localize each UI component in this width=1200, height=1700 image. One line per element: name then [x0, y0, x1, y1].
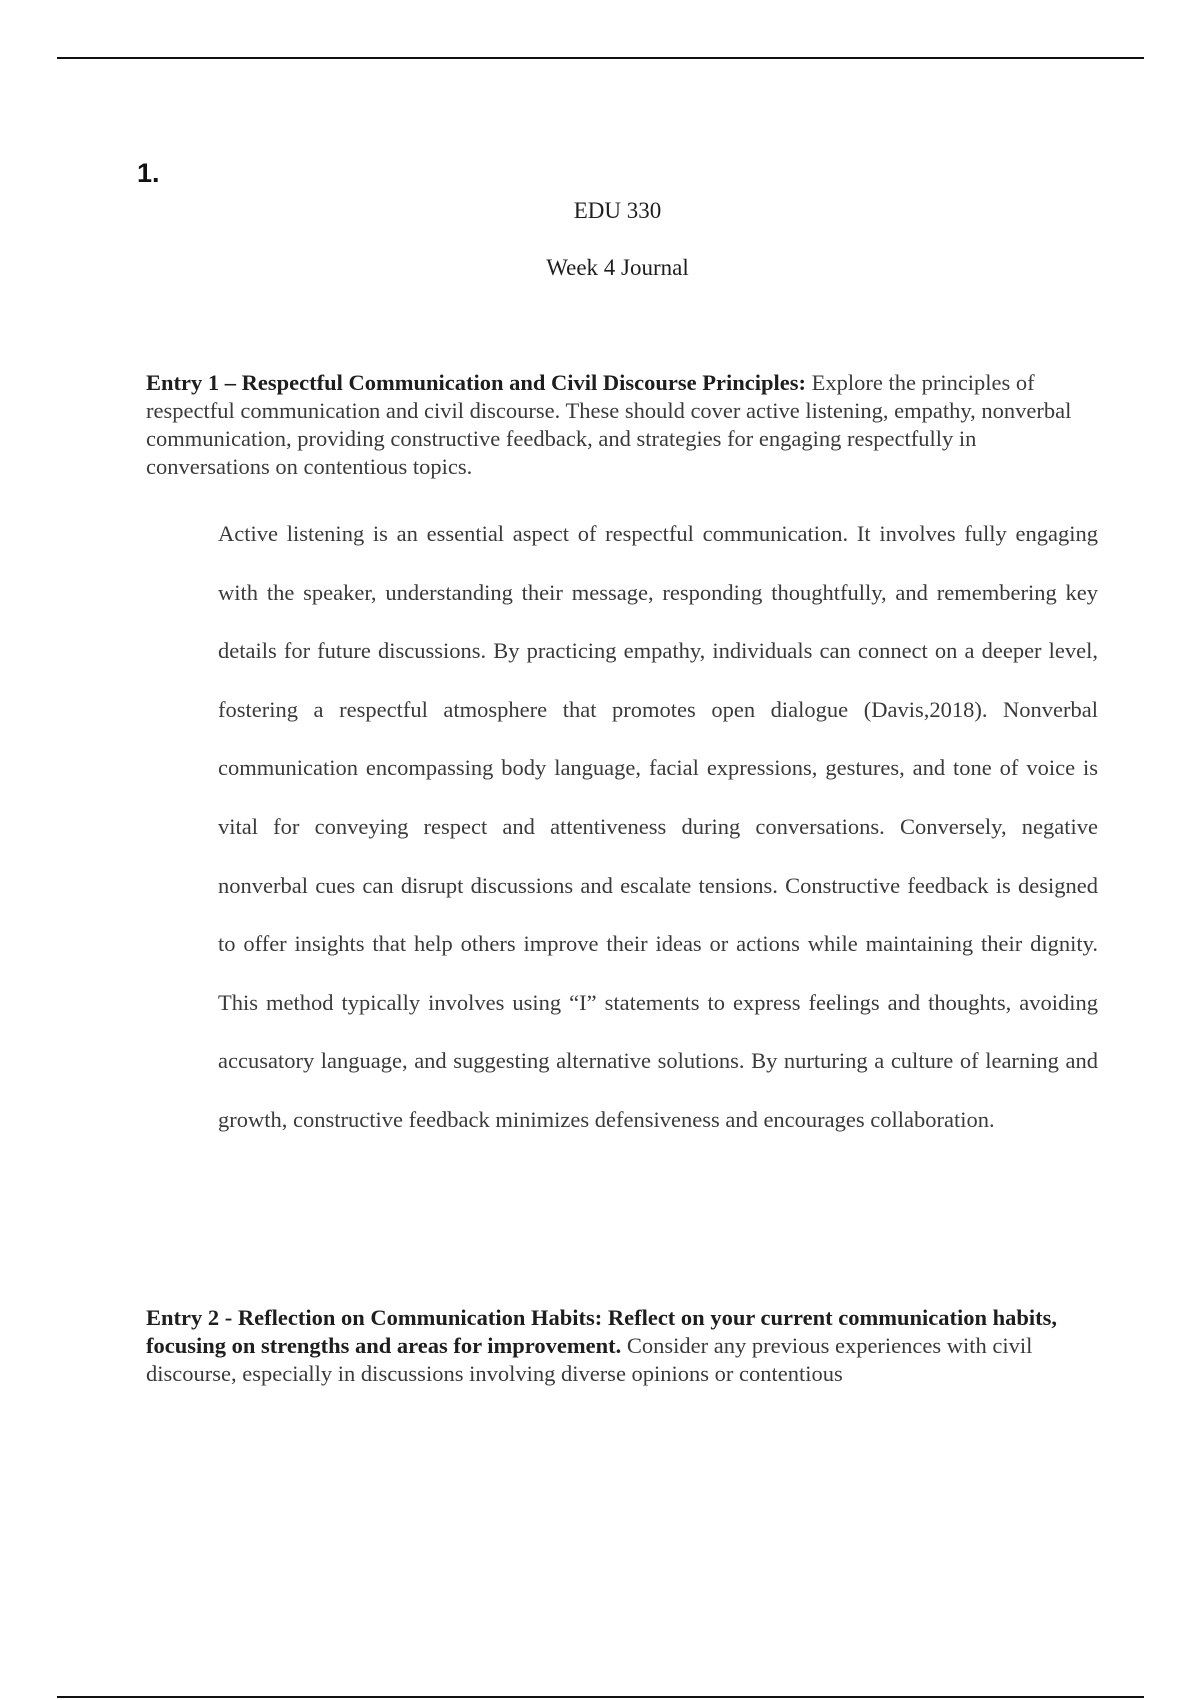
- entry-1-heading: Entry 1 – Respectful Communication and Civil Discourse Principles:: [146, 370, 806, 395]
- entry-2-prompt-text: Consider any previous experiences with civil discourse, especially in discussions involving diverse opinions or contentious: [146, 1333, 1033, 1386]
- bottom-rule: [57, 1696, 1144, 1698]
- entry-2-heading: Entry 2 - Reflection on Communication Habits: Reflect on your current communication habits, focusing on strengths and areas for improvement.: [146, 1305, 1057, 1358]
- entry-2-prompt: [146, 1304, 1086, 1388]
- entry-1-prompt: [146, 369, 1086, 481]
- course-code: EDU 330: [573, 198, 662, 223]
- entry-1-prompt-text: Explore the principles of respectful communication and civil discourse. These should cover active listening, empathy, nonverbal communication, providing constructive feedback, and strategies for engaging respectfully in conversations on contentious topics.: [146, 370, 1072, 479]
- top-rule: [57, 57, 1144, 59]
- journal-title: Week 4 Journal: [546, 255, 689, 280]
- entry-1-response: Active listening is an essential aspect of respectful communication. It involves fully engaging with the speaker, understanding their message, responding thoughtfully, and remembering key details for future discussions. By practicing empathy, individuals can connect on a deeper level, fostering a respectful atmosphere that promotes open dialogue (Davis,2018). Nonverbal communication encompassing body language, facial expressions, gestures, and tone of voice is vital for conveying respect and attentiveness during conversations. Conversely, negative nonverbal cues can disrupt discussions and escalate tensions. Constructive feedback is designed to offer insights that help others improve their ideas or actions while maintaining their dignity. This method typically involves using “I” statements to express feelings and thoughts, avoiding accusatory language, and suggesting alternative solutions. By nurturing a culture of learning and growth, constructive feedback minimizes defensiveness and encourages collaboration.: [218, 521, 1098, 1132]
- item-number: 1.: [137, 158, 160, 188]
